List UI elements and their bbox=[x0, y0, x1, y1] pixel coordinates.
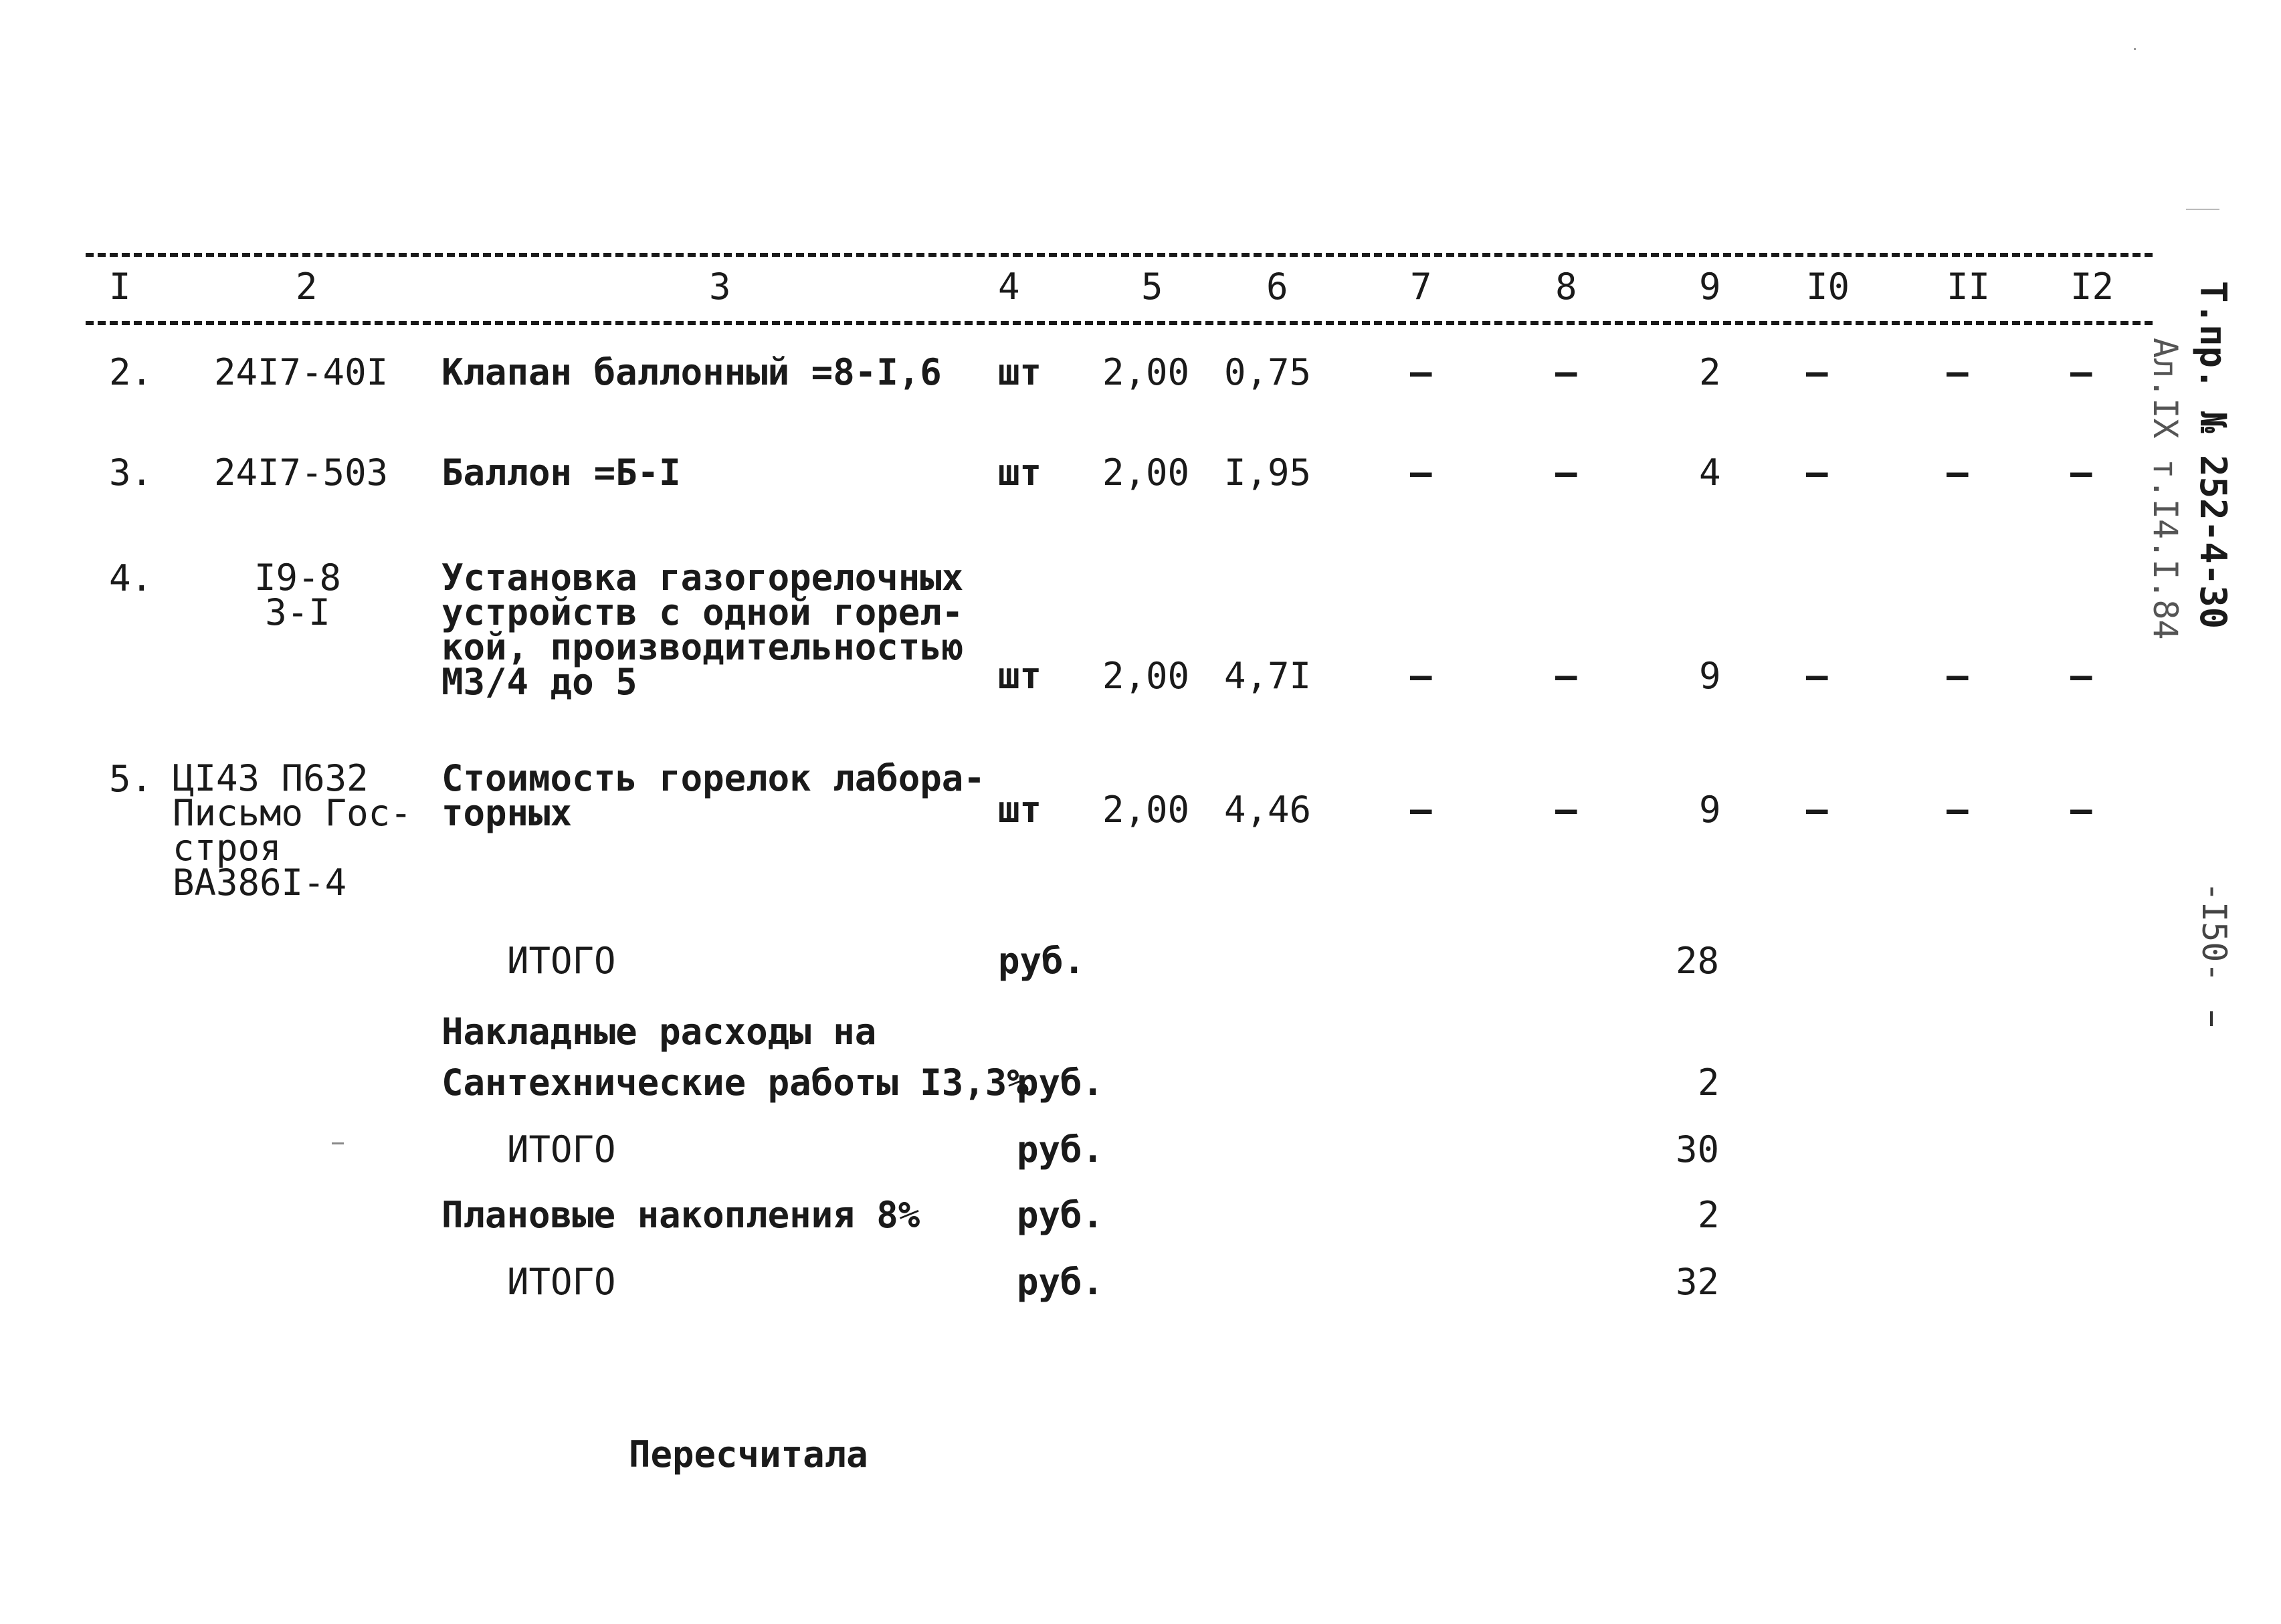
scan-mark bbox=[332, 1142, 344, 1144]
itogo-value: 28 bbox=[1676, 940, 1720, 982]
row-code: 24I7-40I bbox=[214, 351, 389, 393]
row-col9: 4 bbox=[1699, 451, 1721, 494]
row-col9: 9 bbox=[1699, 655, 1721, 697]
row-col7: – bbox=[1410, 655, 1432, 697]
row-col10: – bbox=[1806, 451, 1828, 494]
col-header-6: 6 bbox=[1266, 266, 1288, 308]
row-col6: 4,46 bbox=[1224, 789, 1312, 831]
itogo-value: 32 bbox=[1676, 1261, 1720, 1303]
row-code: I9-8 3-I bbox=[254, 556, 342, 633]
col-header-11: II bbox=[1947, 266, 1991, 308]
row-number: 3. bbox=[109, 451, 153, 494]
row-name: Баллон =Б-I bbox=[441, 451, 681, 494]
header-bottom-rule bbox=[86, 321, 2153, 325]
col-header-10: I0 bbox=[1806, 266, 1850, 308]
itogo-value: 30 bbox=[1676, 1128, 1720, 1171]
scan-mark bbox=[2186, 209, 2219, 210]
col-header-1: I bbox=[109, 266, 131, 308]
col-header-12: I2 bbox=[2070, 266, 2114, 308]
col-header-2: 2 bbox=[296, 266, 318, 308]
row-col12: – bbox=[2070, 789, 2092, 831]
scan-mark bbox=[2134, 48, 2136, 50]
page-number: -I50- bbox=[2195, 882, 2234, 983]
row-col7: – bbox=[1410, 789, 1432, 831]
row-unit: шт bbox=[998, 655, 1042, 697]
row-code: 24I7-503 bbox=[214, 451, 389, 494]
row-col5: 2,00 bbox=[1102, 451, 1190, 494]
overhead-value: 2 bbox=[1698, 1061, 1720, 1104]
col-header-3: 3 bbox=[709, 266, 731, 308]
col-header-7: 7 bbox=[1410, 266, 1432, 308]
overhead-label-line1: Накладные расходы на bbox=[441, 1011, 877, 1053]
row-col12: – bbox=[2070, 351, 2092, 393]
col-header-4: 4 bbox=[998, 266, 1020, 308]
itogo-unit: руб. bbox=[1017, 1261, 1104, 1303]
row-col5: 2,00 bbox=[1102, 789, 1190, 831]
row-col10: – bbox=[1806, 351, 1828, 393]
signature-label: Пересчитала bbox=[629, 1433, 868, 1476]
row-unit: шт bbox=[998, 351, 1042, 393]
row-name: Установка газогорелочных устройств с одной горел- кой, производительностью М3/4 до 5 bbox=[441, 556, 964, 703]
row-col8: – bbox=[1555, 351, 1577, 393]
row-col11: – bbox=[1947, 655, 1969, 697]
savings-value: 2 bbox=[1698, 1194, 1720, 1236]
row-number: 2. bbox=[109, 351, 153, 393]
itogo-label: ИТОГО bbox=[507, 1128, 616, 1171]
savings-label: Плановые накопления 8% bbox=[441, 1194, 920, 1236]
row-name: Стоимость горелок лабора- торных bbox=[441, 757, 985, 834]
row-number: 5. bbox=[109, 758, 153, 800]
scan-mark bbox=[2210, 1011, 2213, 1026]
itogo-label: ИТОГО bbox=[507, 940, 616, 982]
row-col10: – bbox=[1806, 789, 1828, 831]
row-col5: 2,00 bbox=[1102, 655, 1190, 697]
col-header-9: 9 bbox=[1699, 266, 1721, 308]
row-col11: – bbox=[1947, 789, 1969, 831]
row-unit: шт bbox=[998, 451, 1042, 494]
row-col6: 0,75 bbox=[1224, 351, 1312, 393]
itogo-unit: руб. bbox=[998, 940, 1086, 982]
row-col11: – bbox=[1947, 451, 1969, 494]
row-col6: 4,7I bbox=[1224, 655, 1312, 697]
row-col9: 9 bbox=[1699, 789, 1721, 831]
overhead-unit: руб. bbox=[1017, 1061, 1104, 1104]
row-col12: – bbox=[2070, 451, 2092, 494]
row-code: ЦI43 П632 Письмо Гос- строя ВА386I-4 bbox=[173, 757, 412, 904]
row-col9: 2 bbox=[1699, 351, 1721, 393]
row-col8: – bbox=[1555, 655, 1577, 697]
project-reference: Т.пр. № 252-4-30 bbox=[2192, 281, 2234, 629]
row-col6: I,95 bbox=[1224, 451, 1312, 494]
savings-unit: руб. bbox=[1017, 1194, 1104, 1236]
row-col12: – bbox=[2070, 655, 2092, 697]
row-col11: – bbox=[1947, 351, 1969, 393]
col-header-8: 8 bbox=[1555, 266, 1577, 308]
row-col7: – bbox=[1410, 451, 1432, 494]
album-reference: Ал.IX т.I4.I.84 bbox=[2146, 338, 2185, 640]
row-col8: – bbox=[1555, 451, 1577, 494]
row-col8: – bbox=[1555, 789, 1577, 831]
itogo-unit: руб. bbox=[1017, 1128, 1104, 1171]
row-col10: – bbox=[1806, 655, 1828, 697]
row-unit: шт bbox=[998, 789, 1042, 831]
header-top-rule bbox=[86, 253, 2153, 257]
row-col7: – bbox=[1410, 351, 1432, 393]
row-name: Клапан баллонный =8-I,6 bbox=[441, 351, 942, 393]
row-col5: 2,00 bbox=[1102, 351, 1190, 393]
itogo-label: ИТОГО bbox=[507, 1261, 616, 1303]
row-number: 4. bbox=[109, 557, 153, 599]
col-header-5: 5 bbox=[1141, 266, 1163, 308]
overhead-label-line2: Сантехнические работы I3,3% bbox=[441, 1061, 1029, 1104]
